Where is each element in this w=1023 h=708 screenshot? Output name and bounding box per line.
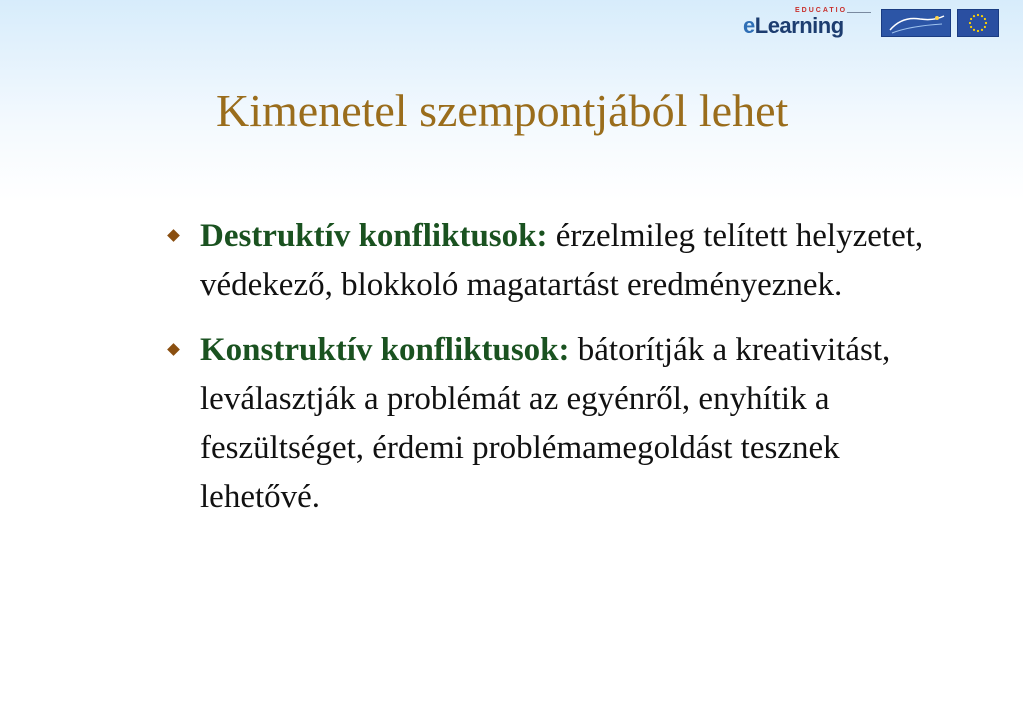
diamond-bullet-icon — [167, 229, 180, 242]
slide-title: Kimenetel szempontjából lehet — [216, 85, 789, 136]
bullet-list — [162, 212, 952, 538]
eu-stars-icon — [958, 10, 998, 36]
bullet-text — [200, 218, 923, 303]
bullet-item-destructive — [162, 212, 952, 310]
diamond-bullet-icon — [167, 343, 180, 356]
educatio-wordmark: EDUCATIO — [795, 7, 848, 14]
elearning-logo — [743, 6, 875, 40]
bullet-term: Destruktív konfliktusok: — [200, 218, 548, 254]
educatio-underline — [847, 12, 871, 13]
header-logos — [743, 6, 999, 40]
bullet-description: bátorítják a kreativitást, leválasztják a problémát az egyénről, enyhítik a feszültséget, érdemi problémamegoldást tesznek lehetővé. — [200, 332, 891, 515]
bullet-text — [200, 332, 890, 515]
bullet-item-constructive — [162, 326, 952, 522]
bullet-term: Konstruktív konfliktusok: — [200, 332, 570, 368]
uj-magyarorszag-logo-graphic — [882, 10, 951, 37]
eu-flag-logo — [957, 9, 999, 37]
elearning-wordmark: eLearning — [743, 13, 844, 38]
bullet-description: érzelmileg telített helyzetet, védekező, blokkoló magatartást eredményeznek. — [200, 218, 924, 303]
uj-magyarorszag-logo — [881, 9, 951, 37]
